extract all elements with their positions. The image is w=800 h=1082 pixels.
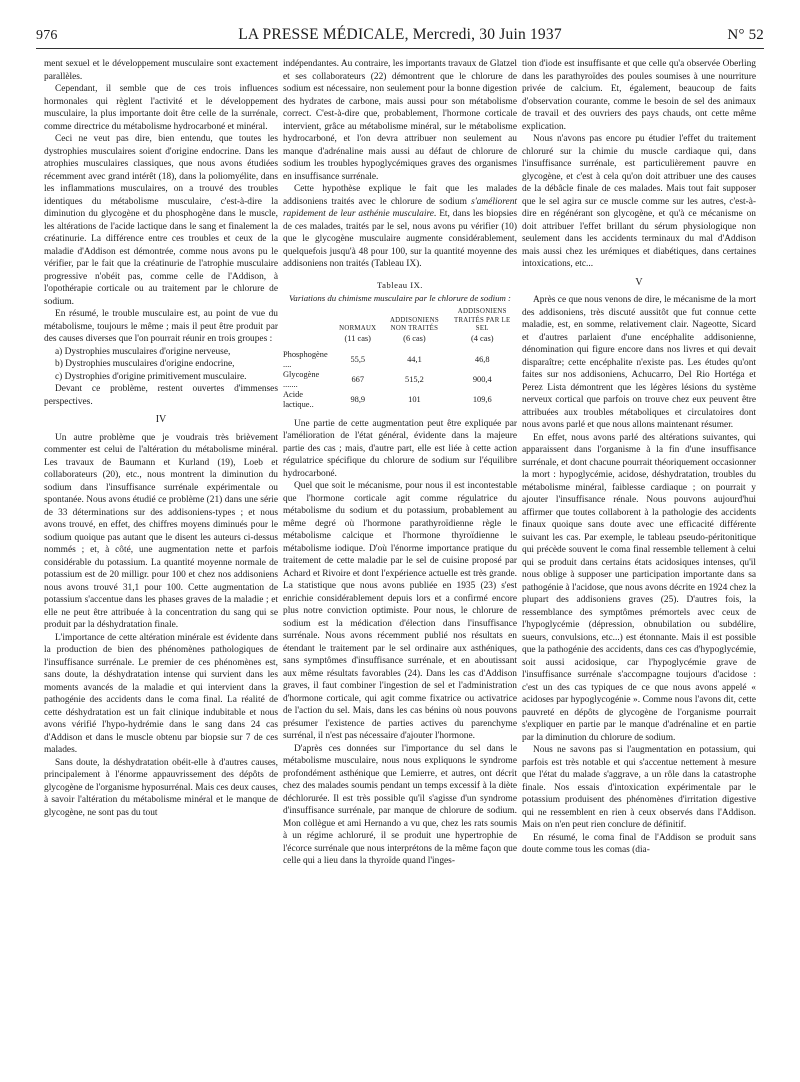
paragraph: En résumé, le coma final de l'Addison se produit sans doute comme tous les comas (dia-: [522, 832, 756, 855]
running-header: [36, 26, 764, 49]
list-item: c) Dystrophies d'origine primitivement musculaire.: [55, 371, 247, 382]
column-count: (4 cas): [470, 333, 494, 343]
table-subtitle: Variations du chimisme musculaire par le chlorure de sodium :: [289, 293, 511, 303]
column-left: [44, 58, 278, 819]
paragraph: En résumé, le trouble musculaire est, au point de vue du métabolisme, toujours le même ; mais il peut être produit par des causes diverses que l'on pourrait réunir en trois groupes :: [44, 309, 278, 344]
issue-number: N° 52: [727, 27, 764, 43]
column-count: (11 cas): [344, 333, 371, 343]
table-cell: 44,1: [407, 354, 422, 364]
table-cell: 46,8: [474, 354, 490, 364]
row-label: Phosphogène ....: [283, 349, 328, 369]
data-table: [283, 308, 517, 410]
table-cell: 55,5: [350, 354, 366, 364]
paragraph: Devant ce problème, restent ouvertes d'immenses perspectives.: [44, 384, 278, 407]
journal-title: LA PRESSE MÉDICALE, Mercredi, 30 Juin 1937: [238, 26, 562, 43]
paragraph: Sans doute, la déshydratation obéit-elle à d'autres causes, principalement à l'énorme appauvrissement des dépôts de glycogène de l'organisme hyposurrénal. Mais ces deux causes, à savoir l'altération du métabolisme minéral et le manque de glycogène, ne sont pas du tout: [44, 757, 278, 818]
paragraph: ment sexuel et le développement musculaire sont exactement parallèles.: [44, 59, 278, 82]
table-row: [283, 390, 517, 410]
paragraph: Après ce que nous venons de dire, le mécanisme de la mort des addisoniens, très discuté aussitôt que fut connue cette maladie, est, en somme, relativement clair. Nageotte, Sicard et d'autres parlaient d'une encéphalite addisonienne, dénomination qui figure encore dans nos livres et qui devait disparaître; cette encéphalite n'existe pas. Les études qu'ont faites sur nos addisoniens, Achucarro, Del Rio Hortéga et Perez Lista démontrent que les légères lésions du système nerveux cortical que parfois on trouve chez eux peuvent être attribuées aux troubles métaboliques et circulatoires dont nous avons parlé et que nous allons maintenant résumer.: [522, 295, 756, 430]
paragraph-text: . Et, dans les biopsies de ces malades, traités par le sel, nous avons pu vérifier (10) que le glycogène musculaire augmente considérablement, quelquefois jusqu'à 48 pour 100, sur la quantité moyenne des addisoniens non traités (Tableau IX).: [283, 209, 517, 269]
paragraph: Ceci ne veut pas dire, bien entendu, que toutes les dystrophies musculaires soient d'origine endocrine. Dans les atrophies musculaires classiques, que nous avons étudiées récemment avec grand intérêt (18), dans la poliomyélite, dans les inflammations musculaires, on a trouvé des troubles identiques du métabolisme musculaire, c'est-à-dire la diminution du glycogène et du phosphogène dans le muscle, les altérations de l'acide lactique dans le sang et finalement la créatinurie. La différence entre ces troubles et ceux de la maladie d'Addison est démontrée, comme nous avons pu le vérifier, par le fait que la créatinurie de l'atrophie musculaire progressive n'obéit pas, comme celle de l'Addison, à l'opothérapie corticale ou au traitement par le chlorure de sodium.: [44, 134, 278, 307]
column-header: ADDISONIENS TRAITÉS PAR LE SEL: [454, 308, 511, 332]
paragraph: indépendantes. Au contraire, les importants travaux de Glatzel et ses collaborateurs (22) démontrent que le chlorure de sodium est nécessaire, non seulement pour la bonne digestion des hydrates de carbone, mais aussi pour son métabolisme correct. C'est-à-dire que, probablement, l'hormone corticale intervient, grâce au métabolisme minéral, sur le métabolisme hydrocarboné, et l'on devra attribuer non seulement au manque d'adrénaline mais aussi au défaut de chlorure de sodium les troubles hypoglycémiques graves des organismes en insuffisance surrénale.: [283, 59, 517, 182]
column-header: NORMAUX: [339, 325, 377, 332]
table-row: [283, 370, 517, 390]
paragraph: Quel que soit le mécanisme, pour nous il est incontestable que l'hormone corticale agit comme régulatrice du métabolisme du sodium et du potassium, probablement au même degré où l'hormone parathyroïdienne règle le métabolisme calcique et l'hormone thyroïdienne le métabolisme iodique. D'où l'énorme importance pratique du traitement de cette maladie par le sel de cuisine proposé par Achard et Rivoire et dont l'expérience actuelle est très grande. La statistique que nous avons publiée en 1935 (23) s'est enrichie considérablement depuis lors et a confirmé encore plus notre conviction optimiste. Pour nous, le chlorure de sodium est la médication d'élection dans l'insuffisance surrénale. Nous avons récemment publié nos résultats en étendant le traitement par le sel ordinaire aux asthéniques, sans symptômes d'insuffisance surrénale, et en aboutissant aux même résultats favorables (24). Dans les cas d'Addison graves, il faut combiner l'ingestion de sel et l'administration d'hormone corticale, qui agit comme fixatrice ou activatrice de l'action du sel. Mais, dans les cas bénins où nous pouvons présumer l'existence de parties actives du parenchyme surrénal, il n'est pas nécessaire d'ajouter l'hormone.: [283, 481, 517, 741]
table-row: [283, 350, 517, 370]
row-label: Glycogène .......: [283, 369, 320, 389]
paragraph: Nous ne savons pas si l'augmentation en potassium, qui parfois est très notable et qui s'accentue nettement à mesure que l'état du malade s'aggrave, a un rôle dans la catastrophe finale. Nos essais d'intoxication expérimentale par le potassium produisent des phénomènes d'irritation digestive qui ne ressemblent en rien à ceux observés dans l'Addison. Mais on n'en peut rien conclure de définitif.: [522, 745, 756, 830]
section-heading: V: [635, 276, 643, 288]
section-heading: IV: [155, 414, 167, 425]
paragraph: Nous n'avons pas encore pu étudier l'effet du traitement chloruré sur la chimie du muscle cardiaque qui, dans l'insuffisance surrénale, est particulièrement pauvre en glycogène, et c'est à cela qu'on doit attribuer une des causes de la débâcle finale de ces malades. Mais tout fait supposer que le sel agira sur ce muscle comme sur les autres, c'est-à-dire en régénérant son glycogène, et qu'à ce mécanisme on doit attribuer l'effet brillant du sérum physiologique non seulement dans les accidents terminaux du mal d'Addison mais aussi chez les urémiques et diabétiques, dans certaines intoxications, etc...: [522, 134, 756, 269]
list-item: a) Dystrophies musculaires d'origine nerveuse,: [55, 346, 231, 357]
column-header: ADDISONIENS NON TRAITÉS: [389, 316, 439, 332]
table-cell: 98,9: [350, 394, 366, 404]
paragraph: [283, 183, 517, 271]
table-cell: 109,6: [472, 394, 492, 404]
list-item: b) Dystrophies musculaires d'origine endocrine,: [55, 359, 235, 369]
paragraph: Cependant, il semble que de ces trois influences hormonales qui règlent l'activité et le développement musculaire, la plus importante doit être celle de la surrénale, comme directrice du métabolisme hydrocarboné et minéral.: [44, 84, 278, 132]
emphasis-text: s'améliorent rapidement de leur asthénie musculaire: [283, 196, 517, 219]
table-caption: Tableau IX.: [377, 279, 423, 290]
page-number: 976: [36, 28, 58, 43]
table-cell: 900,4: [472, 374, 492, 384]
table-cell: 667: [351, 374, 365, 384]
column-middle: [283, 58, 517, 868]
paragraph: En effet, nous avons parlé des altérations suivantes, qui apparaissent dans l'organisme à la fin d'une insuffisance surrénale, et dont chacune pourrait théoriquement occasionner la mort : hypoglycémie, acidose, déshydratation, troubles du métabolisme minéral, faiblesse cardiaque ; on pourrait y ajouter l'insuffisance rénale. Nous pouvons aujourd'hui affirmer que toutes collaborent à la pathologie des accidents finaux quoique sans doute avec une efficacité différente suivant les cas. Par exemple, le tableau pseudo-péritonitique qui précède souvent le coma final ressemble tellement à celui qui se produit dans certains états acidosiques intenses, qu'il nous oblige à supposer une participation importante dans sa pathogénie à l'acidose, que nous avons décrite en 1924 chez la plupart des addisoniens graves (25). D'autres fois, la ressemblance des symptômes prémortels avec ceux de l'hypoglycémie (dépression, obnubilation ou subdélire, sueurs, convulsions, etc...) est étonnante. Mais il est possible que la pathogénie des accidents, dans ces cas d'hypoglycémie, soit aussi acidosique, car l'hypoglycémie grave de l'insuffisance surrénale s'accompagne toujours d'acidose : c'est un des cas typiques de ce que nous avons appelé « acidoses par hypoglycogénie ». Comme nous l'avons dit, cette pauvreté en dépôts de glycogène de l'organisme pourrait s'expliquer en partie par le manque d'adrénaline et en partie par la diminution du chlorure de sodium.: [522, 432, 756, 743]
column-count: (6 cas): [403, 333, 426, 343]
row-label: Acide lactique..: [283, 389, 314, 409]
paragraph: L'importance de cette altération minérale est évidente dans la production de bien des phénomènes pathologiques de l'insuffisance surrénale. Le premier de ces phénomènes est, sans doute, la déshydratation intense qui survient dans les moments avancés de la maladie et qui intervient dans la pathogénie des accidents dans le coma final. La réalité de cette déshydratation est un fait clinique indubitable et nous avons vérifié l'hypo-hydrémie dans le sang dans 24 cas d'Addison et dans le muscle obtenu par biopsie sur 7 de ces malades.: [44, 632, 278, 755]
table-cell: 515,2: [405, 374, 424, 384]
paragraph-text: Cette hypothèse explique le fait que les malades addisoniens traités avec le chlorure de sodium: [283, 184, 517, 207]
paragraph: Une partie de cette augmentation peut être expliquée par l'amélioration de l'état général, évidente dans la majeure partie des cas ; mais, d'autre part, elle est liée à cette action régulatrice spécifique du chlorure de sodium sur l'équilibre hydrocarboné.: [283, 418, 517, 479]
column-right: [522, 58, 756, 857]
paragraph: tion d'iode est insuffisante et que celle qu'a observée Oberling dans les parathyroïdes des poules soumises à une nourriture privée de calcium. Et, également, beaucoup de faits d'observation courante, comme le besoin de sel des animaux de travail et des ouvriers des pays chauds, ont cette même explication.: [522, 59, 756, 132]
paragraph: Un autre problème que je voudrais très brièvement commenter est celui de l'altération du métabolisme minéral. Les travaux de Baumann et Kurland (19), Loeb et collaborateurs (20), etc., nous montrent la diminution du sodium dans l'insuffisance surrénale expérimentale ou spontanée. Nous avons étudié ce problème (21) dans une série de 33 déterminations sur des addisoniens-types ; et nous avons trouvé, en effet, des chiffres moyens diminués pour le sodium quoique pas autant que le disent les auteurs ci-dessus nommés ; et, à côté, une augmentation nette et parfois considérable du potassium. La quantité moyenne normale de potassium est de 20 milligr. pour 100 et chez nos addisoniens nous avons trouvé 31,1 pour 100. Cette augmentation de potassium s'accentue dans les phases graves de la maladie ; et elle ne peut être attribuée à la concentration du sang qui se produit par la déshydratation finale.: [44, 432, 278, 630]
table-cell: 101: [408, 394, 421, 404]
paragraph: D'après ces données sur l'importance du sel dans le métabolisme musculaire, nous nous expliquons le syndrome profondément asthénique que Lemierre, et autres, ont décrit chez des malades soumis pendant un temps excessif à la diète déchlorurée. Il est très possible qu'il s'agisse d'un syndrome d'insuffisance surrénale, par manque de chlorure de sodium. Mon collègue et ami Hernando a vu que, chez les rats soumis à un régime achloruré, il se produit une hypertrophie de l'écorce surrénale que nous interprétons de la même façon que celle qui a lieu dans la thyroïde quand l'inges-: [283, 743, 517, 866]
